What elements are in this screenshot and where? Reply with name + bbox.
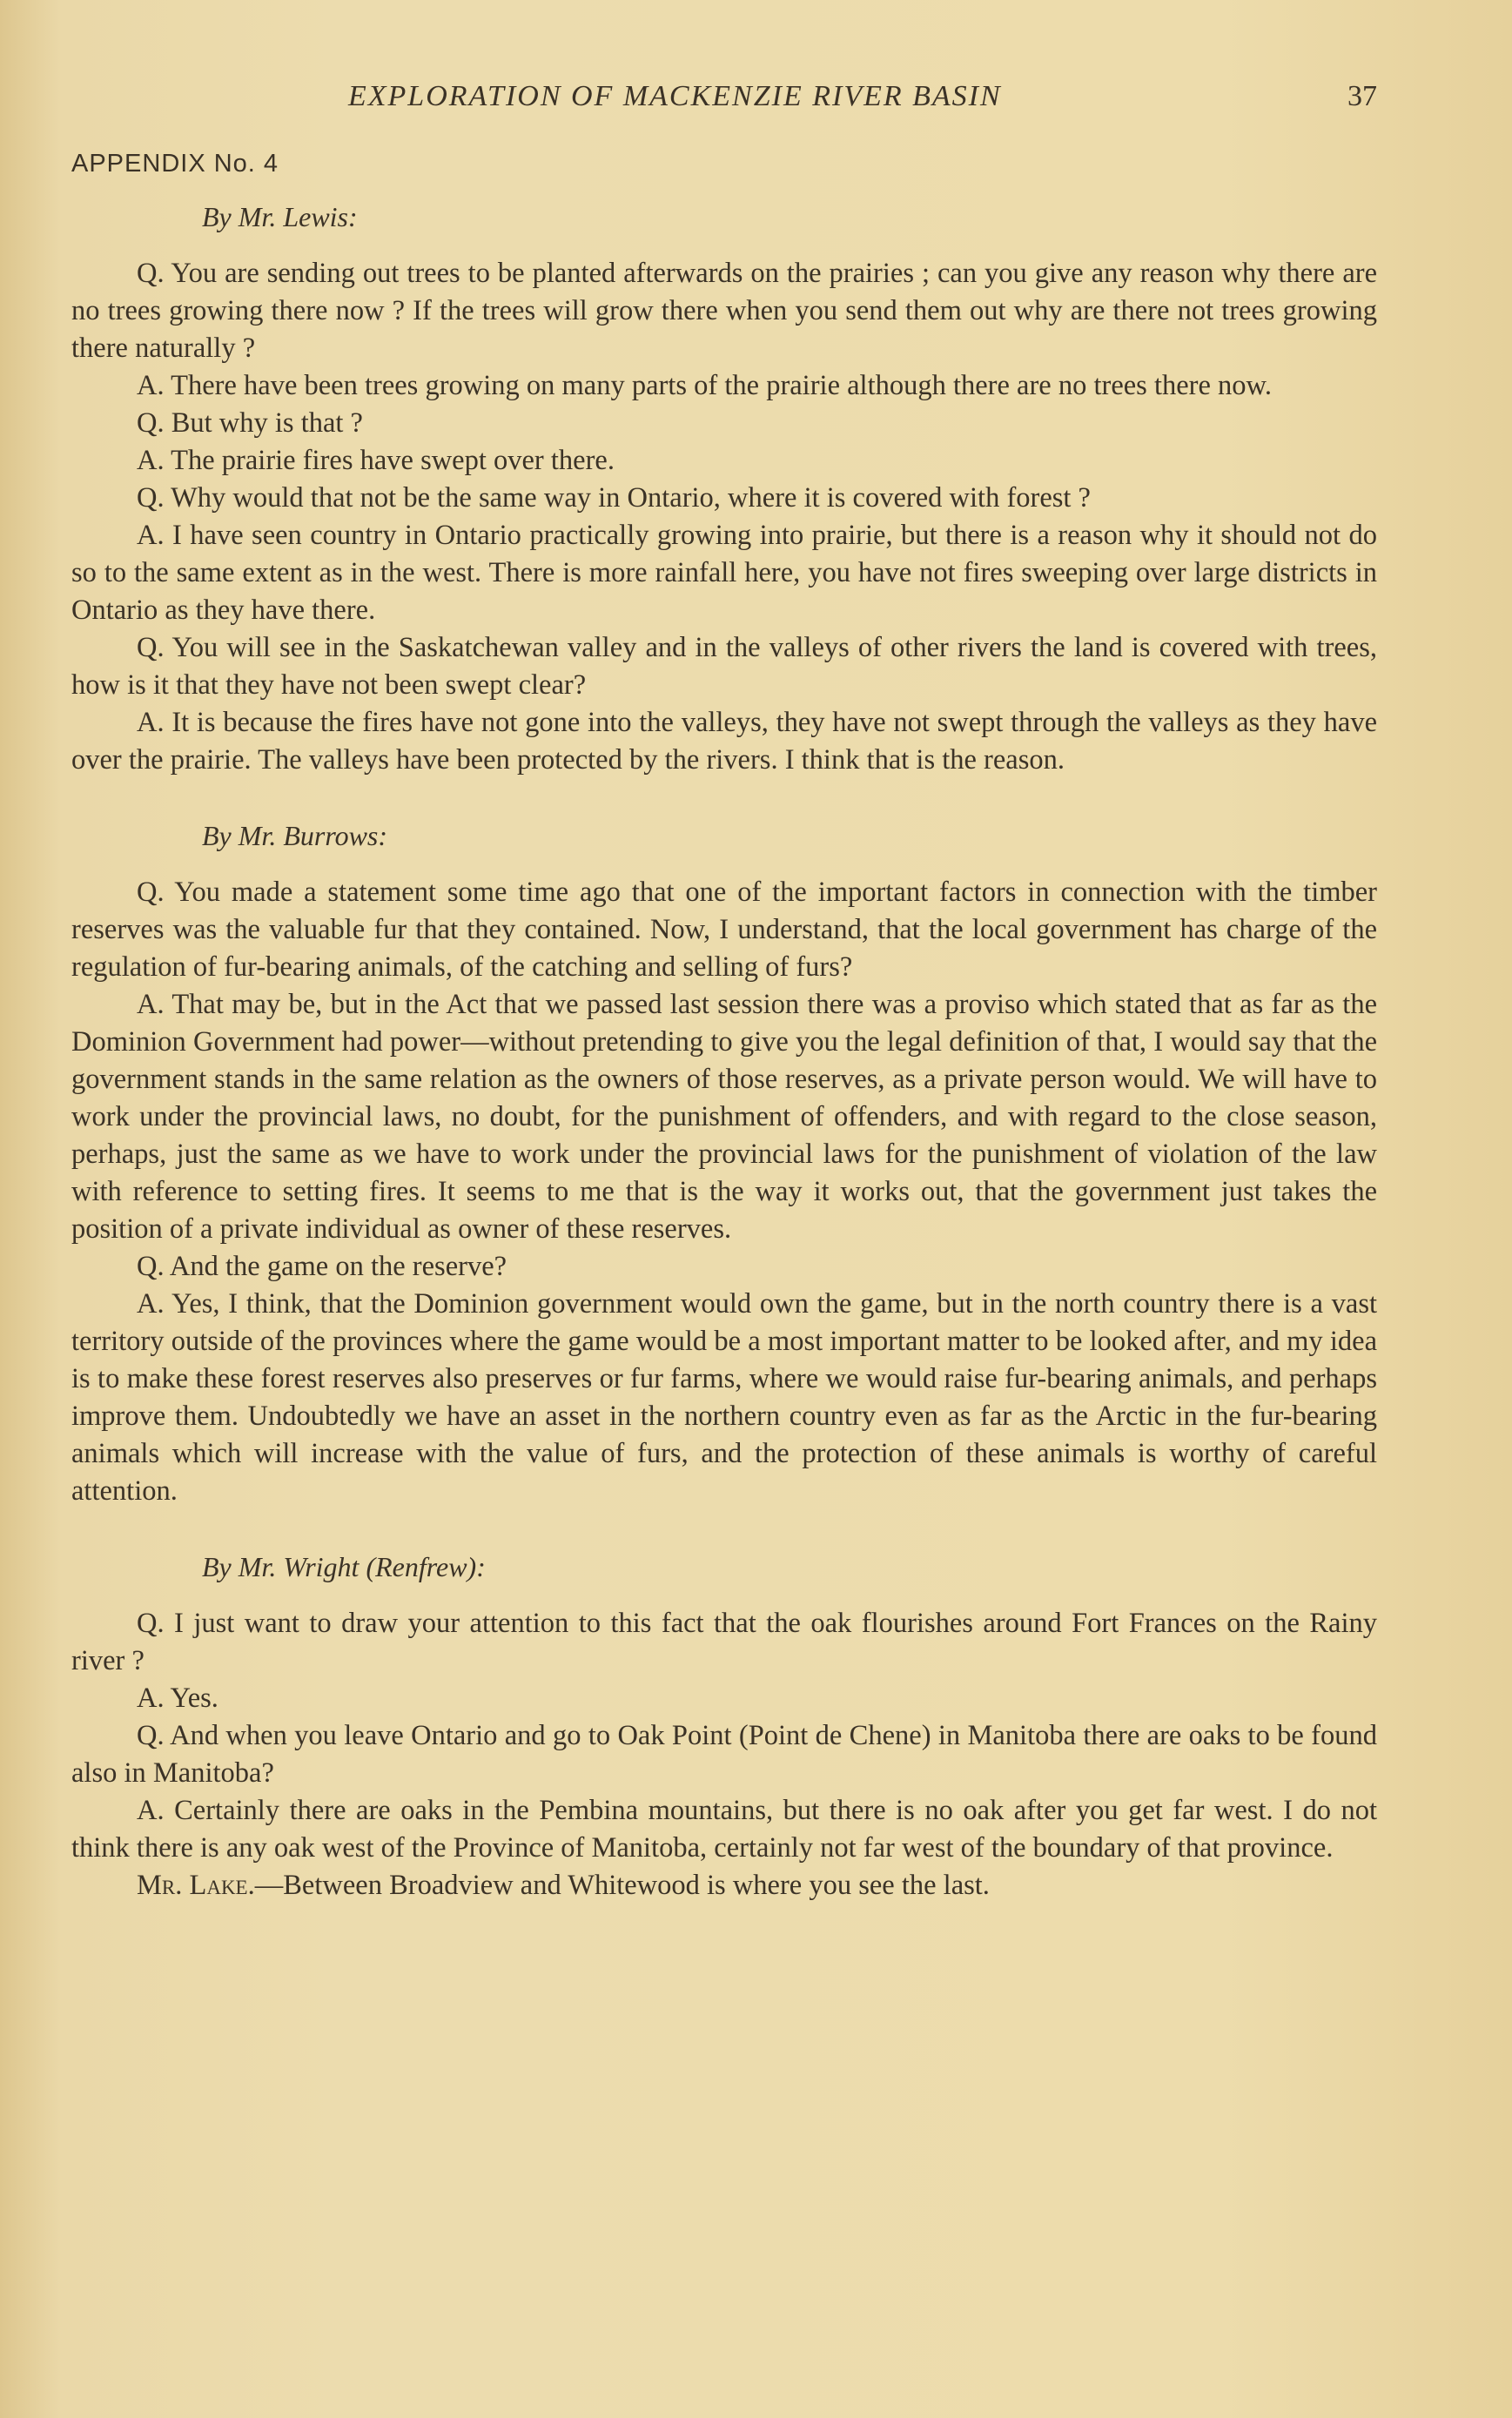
answer-paragraph: A. There have been trees growing on many parts of the prairie although there are no trees there now. xyxy=(137,370,1273,401)
closing-speaker-name: Mr. Lake. xyxy=(137,1870,255,1901)
answer-paragraph: A. Yes, I think, that the Dominion government would own the game, but in the north country there is a vast territory outside of the provinces where the game would be a most important matter to be looked after, and my idea is to make these forest reserves also preserves or fur farms, where we would raise fur-bearing animals, and perhaps improve them. Undoubtedly we have an asset in the northern country even as far as the Arctic in the fur-bearing animals which will increase with the value of furs, and the protection of these animals is worthy of careful attention. xyxy=(71,1288,1377,1507)
running-head xyxy=(0,80,1512,124)
section-speaker: By Mr. Burrows: xyxy=(202,820,388,851)
section-lewis xyxy=(71,198,1377,779)
question-paragraph: Q. But why is that ? xyxy=(137,407,363,439)
answer-paragraph: A. That may be, but in the Act that we passed last session there was a proviso which stated that as far as the Dominion Government had power—without pretending to give you the legal definition of that, I would say that the government stands in the same relation as the owners of those reserves, as a private person would. We will have to work under the provincial laws, no doubt, for the punishment of offenders, and with regard to the close season, perhaps, just the same as we have to work under the provincial laws for the punishment of violation of the law with reference to setting fires. It seems to me that is the way it works out, that the government just takes the position of a private individual as owner of these reserves. xyxy=(71,989,1377,1245)
question-paragraph: Q. And the game on the reserve? xyxy=(137,1251,507,1282)
section-wright xyxy=(71,1548,1377,1904)
answer-paragraph: A. The prairie fires have swept over there. xyxy=(137,445,615,476)
question-paragraph: Q. You made a statement some time ago that one of the important factors in connection with the timber reserves was the valuable fur that they contained. Now, I understand, that the local government has charge of the regulation of fur-bearing animals, of the catching and selling of furs? xyxy=(71,877,1377,983)
question-paragraph: Q. You are sending out trees to be planted afterwards on the prairies ; can you give any reason why there are no trees growing there now ? If the trees will grow there when you send them out why are there not trees growing there naturally ? xyxy=(71,258,1377,364)
question-paragraph: Q. I just want to draw your attention to this fact that the oak flourishes around Fort Frances on the Rainy river ? xyxy=(71,1608,1377,1676)
question-paragraph: Q. You will see in the Saskatchewan valley and in the valleys of other rivers the land is covered with trees, how is it that they have not been swept clear? xyxy=(71,632,1377,701)
answer-paragraph: A. Certainly there are oaks in the Pembina mountains, but there is no oak after you get far west. I do not think there is any oak west of the Province of Manitoba, certainly not far west of the boundary of that province. xyxy=(71,1795,1377,1864)
question-paragraph: Q. Why would that not be the same way in Ontario, where it is covered with forest ? xyxy=(137,482,1091,514)
answer-paragraph: A. It is because the fires have not gone into the valleys, they have not swept through the valleys as they have over the prairie. The valleys have been protected by the rivers. I think that is the reason. xyxy=(71,707,1377,776)
document-body xyxy=(71,198,1377,1943)
section-burrows xyxy=(71,817,1377,1510)
answer-paragraph: A. Yes. xyxy=(137,1683,218,1714)
question-paragraph: Q. And when you leave Ontario and go to Oak Point (Point de Chene) in Manitoba there are oaks to be found also in Manitoba? xyxy=(71,1720,1377,1789)
page-number: 37 xyxy=(1347,80,1377,112)
section-speaker: By Mr. Wright (Renfrew): xyxy=(202,1551,486,1582)
appendix-label: APPENDIX No. 4 xyxy=(71,150,279,178)
closing-remark-text: —Between Broadview and Whitewood is where you see the last. xyxy=(254,1870,990,1901)
answer-paragraph: A. I have seen country in Ontario practically growing into prairie, but there is a reason why it should not do so to the same extent as in the west. There is more rainfall here, you have not fires sweeping over large districts in Ontario as they have there. xyxy=(71,520,1377,626)
section-speaker: By Mr. Lewis: xyxy=(202,201,358,232)
closing-remark xyxy=(71,1867,1377,1904)
running-title: EXPLORATION OF MACKENZIE RIVER BASIN xyxy=(348,80,1002,112)
